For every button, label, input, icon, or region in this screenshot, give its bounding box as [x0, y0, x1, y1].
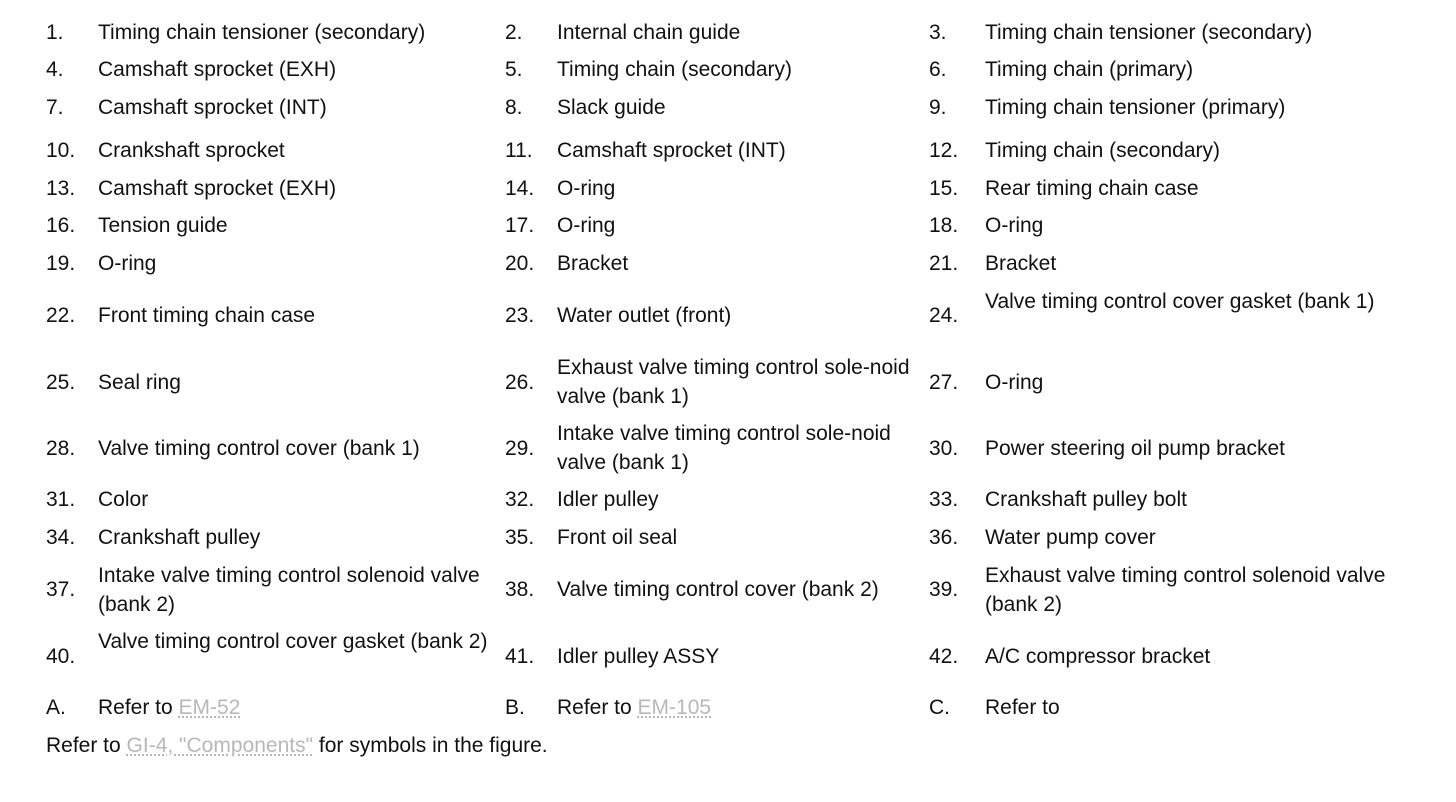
item-number: 18.	[929, 214, 959, 237]
item-label: Exhaust valve timing control sole-noid valve (bank 1)	[557, 356, 916, 408]
item-label: Rear timing chain case	[985, 177, 1199, 200]
legend-row	[0, 556, 1456, 623]
item-label: Valve timing control cover (bank 1)	[98, 436, 420, 460]
item-number: A.	[46, 696, 66, 719]
item-label: Seal ring	[98, 370, 181, 394]
item-description	[98, 519, 498, 556]
item-number: 25.	[46, 370, 76, 394]
item-number: 27.	[929, 370, 959, 394]
item-number: 10.	[46, 139, 76, 162]
legend-row	[0, 481, 1456, 519]
item-number: 5.	[505, 58, 523, 81]
item-description	[985, 287, 1405, 316]
item-description	[985, 245, 1405, 282]
legend-row	[0, 14, 1456, 51]
item-number: 30.	[929, 436, 959, 460]
footer-suffix: for symbols in the figure.	[313, 734, 548, 757]
item-number: 38.	[505, 578, 535, 601]
components-link[interactable]: GI-4, "Components"	[126, 734, 314, 757]
item-label: Camshaft sprocket (EXH)	[98, 58, 337, 81]
item-label: Tension guide	[98, 214, 228, 237]
item-description	[557, 170, 923, 207]
item-label: Exhaust valve timing control solenoid valve (bank 2)	[985, 563, 1392, 616]
item-description	[985, 170, 1405, 207]
item-number: 11.	[505, 139, 533, 162]
legend-row	[0, 89, 1456, 132]
item-label: Bracket	[557, 252, 629, 275]
item-description	[557, 519, 923, 556]
item-number: 32.	[505, 488, 535, 511]
footer-prefix: Refer to	[46, 734, 127, 757]
item-number: 28.	[46, 436, 76, 460]
item-number: 37.	[46, 578, 76, 601]
item-label: Idler pulley ASSY	[557, 644, 720, 668]
item-number: 7.	[46, 96, 64, 119]
item-description	[98, 170, 498, 207]
item-label: Timing chain (secondary)	[985, 139, 1220, 162]
item-description	[985, 207, 1405, 244]
reference-link[interactable]: EM-105	[637, 696, 712, 719]
item-label: A/C compressor bracket	[985, 644, 1211, 668]
item-number: 8.	[505, 96, 523, 119]
item-label: Crankshaft pulley	[98, 526, 261, 549]
item-number: 24.	[929, 304, 959, 327]
item-number: 29.	[505, 436, 535, 460]
item-label: Crankshaft pulley bolt	[985, 488, 1187, 511]
item-description	[985, 638, 1405, 675]
legend-row	[0, 207, 1456, 245]
item-label: Front oil seal	[557, 526, 678, 549]
item-label: Timing chain (primary)	[985, 58, 1194, 81]
item-number: 35.	[505, 526, 535, 549]
legend-row	[0, 519, 1456, 556]
item-description	[985, 481, 1405, 518]
item-number: 33.	[929, 488, 959, 511]
item-description	[557, 297, 923, 334]
item-number: 39.	[929, 578, 959, 601]
item-description	[98, 561, 498, 619]
item-description	[98, 51, 498, 88]
item-label: Valve timing control cover gasket (bank 1)	[985, 289, 1375, 313]
item-description	[985, 689, 1405, 726]
item-description	[985, 89, 1405, 126]
item-label: Timing chain tensioner (primary)	[985, 96, 1286, 119]
item-number: 23.	[505, 304, 535, 327]
item-label: O-ring	[985, 370, 1044, 394]
item-description	[557, 89, 923, 126]
item-number: 9.	[929, 96, 947, 119]
item-label: Crankshaft sprocket	[98, 139, 285, 162]
item-label: Water pump cover	[985, 526, 1156, 549]
item-label: Timing chain (secondary)	[557, 58, 792, 81]
item-number: 14.	[505, 177, 535, 200]
item-number: 21.	[929, 252, 959, 275]
item-number: 6.	[929, 58, 947, 81]
item-label: Bracket	[985, 252, 1057, 275]
item-label: Camshaft sprocket (INT)	[557, 139, 786, 162]
item-number: 36.	[929, 526, 959, 549]
item-label: Refer to	[985, 696, 1060, 719]
item-description	[557, 132, 923, 169]
item-number: 31.	[46, 488, 76, 511]
item-description	[557, 51, 923, 88]
item-description	[557, 14, 923, 51]
item-label: Front timing chain case	[98, 304, 316, 327]
item-label: Valve timing control cover gasket (bank 2)	[98, 630, 488, 653]
legend-table	[0, 14, 1456, 727]
item-number: 40.	[46, 644, 76, 668]
item-number: 1.	[46, 21, 64, 44]
item-number: 26.	[505, 370, 535, 394]
item-number: 2.	[505, 21, 523, 44]
item-description	[98, 689, 498, 726]
item-label: Power steering oil pump bracket	[985, 436, 1285, 460]
item-number: 34.	[46, 526, 76, 549]
legend-row	[0, 245, 1456, 282]
item-label: Internal chain guide	[557, 21, 741, 44]
legend-row	[0, 170, 1456, 207]
item-description	[98, 14, 498, 51]
item-description	[98, 481, 498, 518]
item-description	[985, 14, 1405, 51]
item-label: Refer to	[98, 696, 179, 719]
legend-row	[0, 51, 1456, 89]
item-label: O-ring	[557, 214, 616, 237]
item-label: Refer to	[557, 696, 638, 719]
item-label: O-ring	[985, 214, 1044, 237]
item-number: 22.	[46, 304, 76, 327]
item-description	[98, 430, 498, 467]
item-number: 41.	[505, 644, 535, 668]
item-description	[985, 51, 1405, 88]
item-description	[985, 561, 1405, 619]
legend-row	[0, 689, 1456, 727]
footer-note	[46, 731, 548, 760]
item-description	[557, 419, 923, 477]
item-label: Camshaft sprocket (EXH)	[98, 177, 337, 200]
legend-row	[0, 132, 1456, 170]
item-label: Timing chain tensioner (secondary)	[98, 21, 426, 44]
item-number: 42.	[929, 644, 959, 668]
item-number: 19.	[46, 252, 76, 275]
item-description	[985, 364, 1405, 401]
item-description	[985, 430, 1405, 467]
item-label: Timing chain tensioner (secondary)	[985, 21, 1313, 44]
item-description	[557, 571, 923, 608]
item-description	[98, 245, 498, 282]
item-description	[557, 481, 923, 518]
item-label: Slack guide	[557, 96, 666, 119]
item-number: 4.	[46, 58, 64, 81]
item-description	[557, 638, 923, 675]
item-number: 15.	[929, 177, 959, 200]
reference-link[interactable]: EM-52	[178, 696, 241, 719]
legend-row	[0, 415, 1456, 481]
item-description	[985, 519, 1405, 556]
item-label: Valve timing control cover (bank 2)	[557, 578, 879, 601]
item-description	[557, 689, 923, 726]
legend-row	[0, 349, 1456, 415]
item-description	[98, 207, 498, 244]
item-description	[98, 132, 498, 169]
item-description	[557, 353, 923, 411]
item-description	[98, 89, 498, 126]
item-label: Water outlet (front)	[557, 304, 732, 327]
item-number: 13.	[46, 177, 76, 200]
item-number: 12.	[929, 139, 959, 162]
item-label: Intake valve timing control sole-noid valve (bank 1)	[557, 422, 897, 474]
item-number: 17.	[505, 214, 535, 237]
item-description	[98, 364, 498, 401]
item-label: Camshaft sprocket (INT)	[98, 96, 327, 119]
item-description	[98, 297, 498, 334]
item-description	[557, 207, 923, 244]
item-number: C.	[929, 696, 950, 719]
item-number: 16.	[46, 214, 76, 237]
legend-row	[0, 623, 1456, 689]
item-label: O-ring	[98, 252, 157, 275]
item-description	[985, 132, 1405, 169]
item-label: O-ring	[557, 177, 616, 200]
item-description	[98, 627, 498, 656]
item-label: Color	[98, 488, 149, 511]
item-label: Idler pulley	[557, 488, 659, 511]
legend-row	[0, 282, 1456, 349]
item-label: Intake valve timing control solenoid valve (bank 2)	[98, 563, 486, 616]
item-number: 3.	[929, 21, 947, 44]
item-description	[557, 245, 923, 282]
item-number: 20.	[505, 252, 535, 275]
item-number: B.	[505, 696, 525, 719]
